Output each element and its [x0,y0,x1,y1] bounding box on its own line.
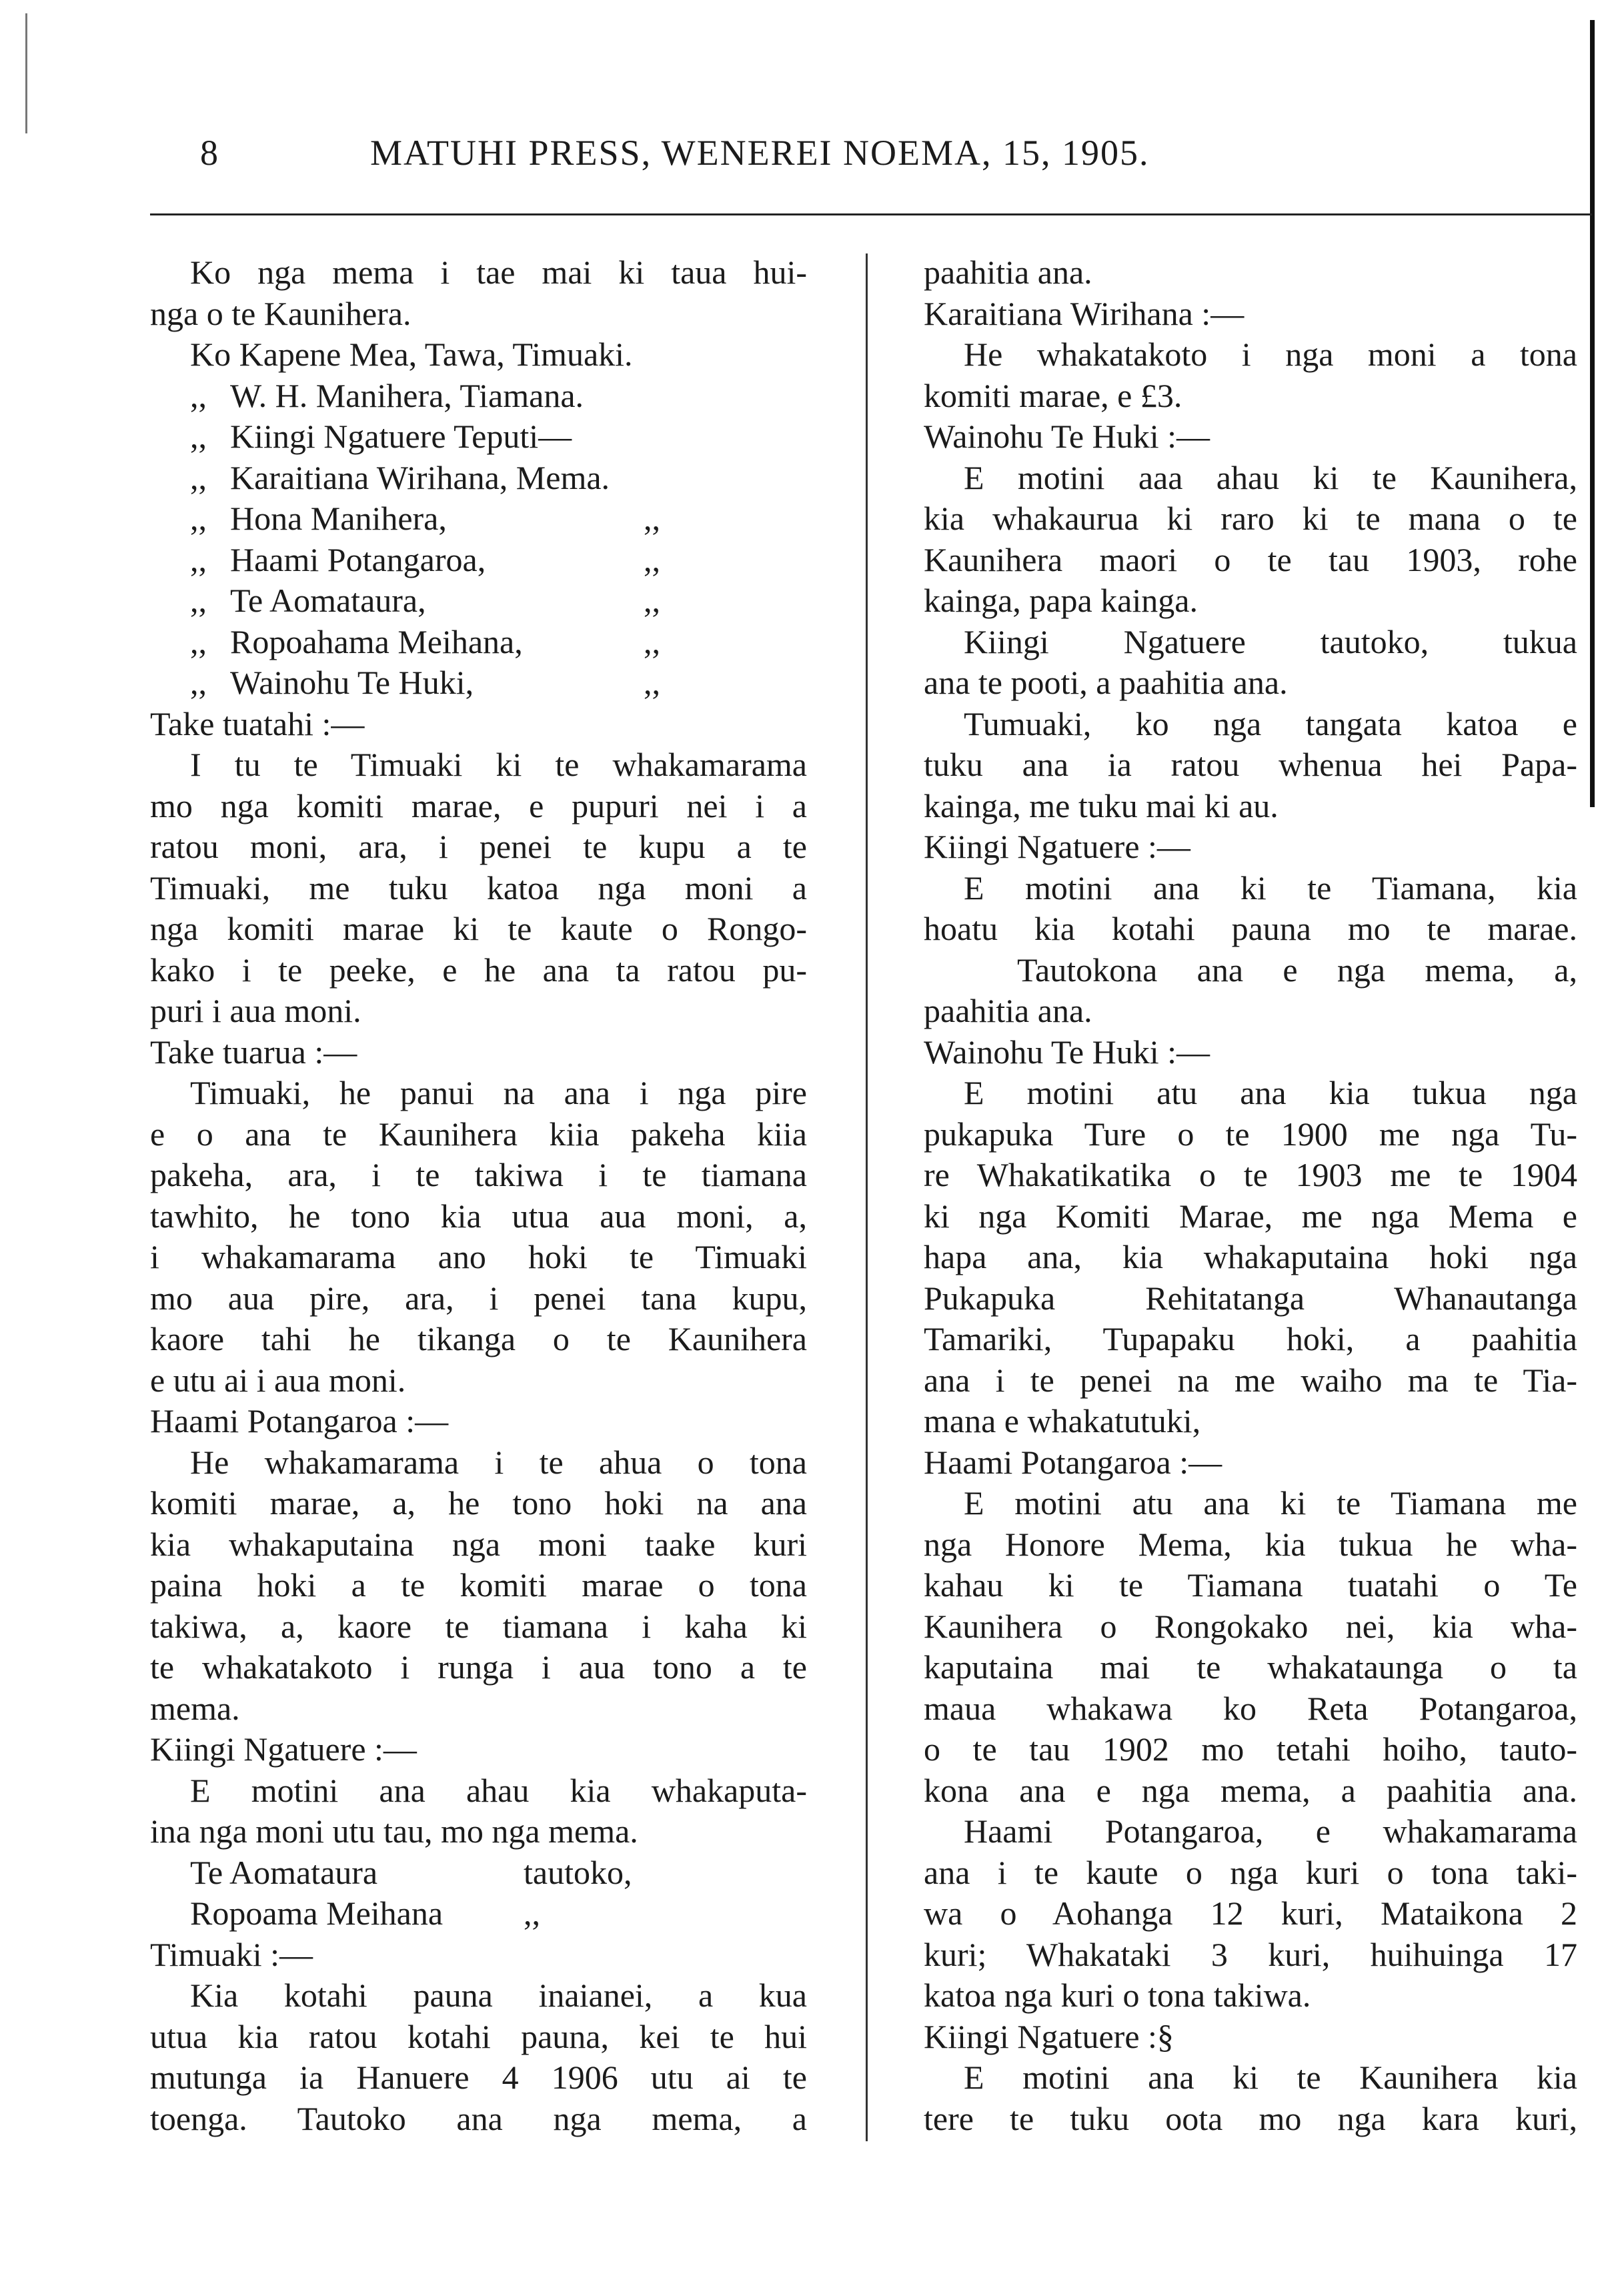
member-name: Haami Potangaroa, [230,540,486,578]
speaker-heading: Haami Potangaroa :— [150,1402,449,1440]
text-line: Karaitiana Wirihana :— [924,294,1245,332]
member-name: Karaitiana Wirihana, Mema. [230,458,610,496]
text-line: Tamariki, Tupapaku hoki, a paahitia [924,1320,1577,1357]
member-name: Hona Manihera, [230,500,447,537]
text-line: takiwa, a, kaore te tiamana i kaha ki [150,1607,807,1645]
text-line: Wainohu Te Huki :— [924,418,1210,455]
text-line: mana e whakatutuki, [924,1402,1201,1440]
text-line: I tu te Timuaki ki te whakamarama [190,746,807,783]
text-line: He whakamarama i te ahua o tona [190,1443,807,1481]
seconder-line [150,1893,807,1934]
haami-body [150,1442,807,1730]
intro-line: Ko nga mema i tae mai ki taua hui- [190,253,807,291]
text-line: kia whakaputaina nga moni taake kuri [150,1525,807,1563]
text-line: kia whakaurua ki raro ki te mana o te [924,500,1577,537]
text-line: Pukapuka Rehitatanga Whanautanga [924,1279,1577,1317]
text-line: E motini ana ki te Tiamana, kia [964,869,1577,907]
text-line: kainga, papa kainga. [924,582,1198,619]
text-line: hapa ana, kia whakaputaina hoki nga [924,1238,1577,1275]
text-line: kuri; Whakataki 3 kuri, huihuinga 17 [924,1935,1577,1973]
text-line: pakeha, ara, i te takiwa i te tiamana [150,1156,807,1193]
text-line: ana i te penei na me waiho ma te Tia- [924,1361,1577,1399]
text-line: Kaunihera maori o te tau 1903, rohe [924,540,1577,578]
ditto-mark: ,, [644,622,660,660]
text-line: i whakamarama ano hoki te Timuaki [150,1238,807,1275]
text-line: tere te tuku oota mo nga kara kuri, [924,2099,1577,2137]
roster-line [150,540,807,581]
text-line: Wainohu Te Huki :— [924,1033,1210,1071]
roster-line [150,498,807,540]
seconder-name: Te Aomataura [190,1853,378,1891]
ditto-mark: ,, [190,582,207,619]
text-line: ana i te kaute o nga kuri o tona taki- [924,1853,1577,1891]
text-line: ina nga moni utu tau, mo nga mema. [150,1812,638,1850]
text-line: He whakatakoto i nga moni a tona [964,336,1577,373]
text-line: mutunga ia Hanuere 4 1906 utu ai te [150,2059,807,2096]
text-line: kaore tahi he tikanga o te Kaunihera [150,1320,807,1357]
member-name: Ropoahama Meihana, [230,622,523,660]
text-line: re Whakatikatika o te 1903 me te 1904 [924,1156,1577,1193]
member-name: Te Aomataura, [230,582,426,619]
page-header [200,132,1401,192]
text-line: tawhito, he tono kia utua aua moni, a, [150,1197,807,1235]
text-line: pukapuka Ture o te 1900 me nga Tu- [924,1115,1577,1153]
text-line: ratou moni, ara, i penei te kupu a te [150,828,807,865]
take-tuatahi-body [150,744,807,1032]
text-line: paahitia ana. [924,253,1092,291]
text-line: kaputaina mai te whakataunga o ta [924,1648,1577,1686]
seconder-word: ,, [524,1894,540,1932]
text-line: komiti marae, a, he tono hoki na ana [150,1484,807,1522]
text-line: hoatu kia kotahi pauna mo te marae. [924,910,1577,947]
text-line: e utu ai i aua moni. [150,1361,406,1399]
ditto-mark: ,, [190,540,207,578]
text-line: E motini ana ahau kia whakaputa- [190,1771,807,1809]
text-line: nga komiti marae ki te kaute o Rongo- [150,910,807,947]
text-line: mo nga komiti marae, e pupuri nei i a [150,786,807,824]
paper-title: MATUHI PRESS, WENEREI NOEMA, 15, 1905. [370,133,1150,173]
text-line: Timuaki, he panui na ana i nga pire [190,1074,807,1111]
text-line: ana te pooti, a paahitia ana. [924,664,1288,701]
text-line: Kiingi Ngatuere tautoko, tukua [964,622,1577,660]
text-line: Kia kotahi pauna inaianei, a kua [190,1976,807,2014]
ditto-mark: ,, [190,500,207,537]
roster-line [150,376,807,417]
text-line: e o ana te Kaunihera kiia pakeha kiia [150,1115,807,1153]
roster-line [150,662,807,704]
text-line: Kiingi Ngatuere :§ [924,2017,1174,2055]
kiingi-body [150,1770,807,1852]
roster-line [150,416,807,458]
ditto-mark: ,, [644,664,660,701]
text-line: te whakatakoto i runga i aua tono a te [150,1648,807,1686]
text-line: Tumuaki, ko nga tangata katoa e [964,704,1577,742]
text-line: Tautokona ana e nga mema, a, [1017,951,1577,989]
ditto-mark: ,, [190,458,207,496]
ditto-mark [644,416,670,458]
section-heading: Take tuarua :— [150,1033,357,1071]
seconder-word: tautoko, [524,1853,632,1891]
text-line: Timuaki, me tuku katoa nga moni a [150,869,807,907]
text-line: paina hoki a te komiti marae o tona [150,1566,807,1604]
text-line: kako i te peeke, e he ana ta ratou pu- [150,951,807,989]
text-line: Haami Potangaroa, e whakamarama [964,1812,1577,1850]
ditto-mark: ,, [190,622,207,660]
take-tuarua-body [150,1073,807,1401]
text-line: paahitia ana. [924,992,1092,1029]
text-line: o te tau 1902 mo tetahi hoiho, tauto- [924,1730,1577,1768]
text-line: Kiingi Ngatuere :— [924,828,1190,865]
ditto-mark: ,, [644,582,660,619]
text-line: mema. [150,1689,240,1727]
intro-line: nga o te Kaunihera. [150,294,412,332]
scan-edge-right [1590,20,1595,807]
text-line: ki nga Komiti Marae, me nga Mema e [924,1197,1577,1235]
header-rule [150,213,1592,215]
text-line: kona ana e nga mema, a paahitia ana. [924,1771,1577,1809]
text-line: kainga, me tuku mai ki au. [924,786,1279,824]
text-line: utua kia ratou kotahi pauna, kei te hui [150,2017,807,2055]
text-line: E motini aaa ahau ki te Kaunihera, [964,458,1577,496]
seconder-line [150,1852,807,1894]
member-name: W. H. Manihera, Tiamana. [230,376,584,414]
text-line: mo aua pire, ara, i penei tana kupu, [150,1279,807,1317]
column-divider [866,253,868,2141]
text-line: maua whakawa ko Reta Potangaroa, [924,1689,1577,1727]
scan-edge-left [25,13,27,133]
ditto-mark: ,, [644,540,660,578]
page-number: 8 [200,133,219,173]
ditto-mark [644,376,670,417]
member-name: Wainohu Te Huki, [230,664,474,701]
roster-line [150,458,807,499]
text-line: nga Honore Mema, kia tukua he wha- [924,1525,1577,1563]
text-line: Haami Potangaroa :— [924,1443,1223,1481]
ditto-mark: ,, [190,664,207,701]
right-column [924,252,1577,2139]
text-line: puri i aua moni. [150,992,361,1029]
text-line: toenga. Tautoko ana nga mema, a [150,2099,807,2137]
section-heading: Take tuatahi :— [150,704,365,742]
member-roster [150,376,807,704]
roster-line [150,622,807,663]
ditto-mark: ,, [190,418,207,455]
speaker-heading: Kiingi Ngatuere :— [150,1730,417,1768]
text-line: komiti marae, e £3. [924,376,1182,414]
text-line: kahau ki te Tiamana tuatahi o Te [924,1566,1577,1604]
text-line: E motini atu ana ki te Tiamana me [964,1484,1577,1522]
timuaki-body [150,1975,807,2139]
ditto-mark: ,, [190,376,207,414]
roster-line [150,580,807,622]
left-column [150,252,807,2139]
speaker-heading: Timuaki :— [150,1935,313,1973]
text-line: Kaunihera o Rongokako nei, kia wha- [924,1607,1577,1645]
seconder-name: Ropoama Meihana [190,1894,444,1932]
right-column-text [924,252,1577,2139]
roster-line: Ko Kapene Mea, Tawa, Timuaki. [190,336,633,373]
ditto-mark: ,, [644,500,660,537]
ditto-mark [644,458,670,499]
text-line: katoa nga kuri o tona takiwa. [924,1976,1311,2014]
member-name: Kiingi Ngatuere Teputi— [230,418,572,455]
text-line: E motini atu ana kia tukua nga [964,1074,1577,1111]
text-line: wa o Aohanga 12 kuri, Mataikona 2 [924,1894,1577,1932]
text-line: E motini ana ki te Kaunihera kia [964,2059,1577,2096]
text-line: tuku ana ia ratou whenua hei Papa- [924,746,1577,783]
